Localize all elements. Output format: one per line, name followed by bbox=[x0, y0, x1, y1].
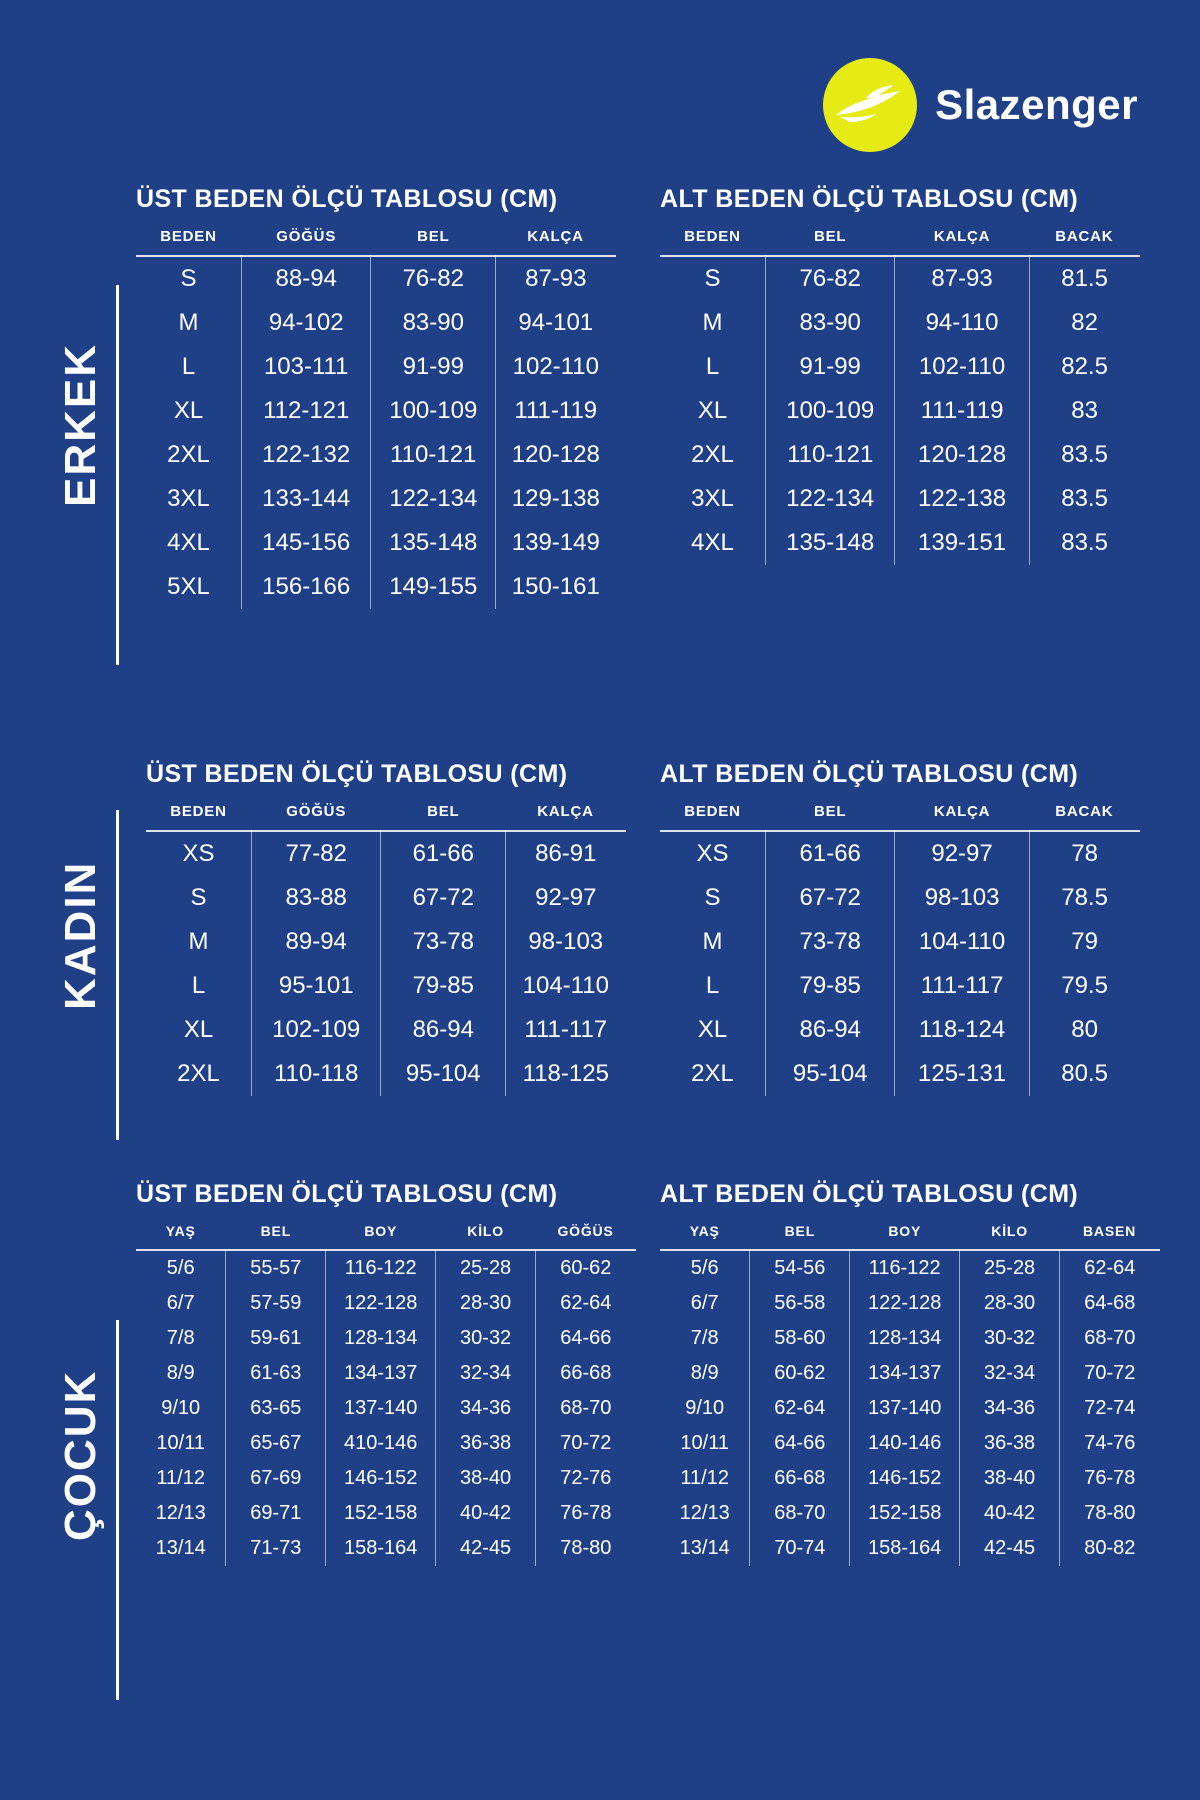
cell: 122-132 bbox=[241, 433, 370, 477]
brand-logo bbox=[823, 58, 1138, 152]
cell: 68-70 bbox=[750, 1496, 850, 1531]
cell: 67-72 bbox=[765, 876, 894, 920]
table-row bbox=[660, 1356, 1160, 1391]
table-row bbox=[660, 831, 1140, 876]
table-cocuk-upper bbox=[136, 1180, 636, 1566]
table-row bbox=[136, 1356, 636, 1391]
cell: 145-156 bbox=[241, 521, 370, 565]
table-row bbox=[660, 301, 1140, 345]
cell: 78 bbox=[1071, 840, 1098, 867]
cell: 103-111 bbox=[241, 345, 370, 389]
cell: 30-32 bbox=[436, 1321, 536, 1356]
cell: 122-138 bbox=[895, 477, 1029, 521]
cell: 64-66 bbox=[750, 1426, 850, 1461]
cell: 81.5 bbox=[1061, 265, 1108, 292]
cell: 61-66 bbox=[381, 831, 506, 876]
cell: 5/6 bbox=[660, 1250, 750, 1286]
cell: M bbox=[660, 920, 765, 964]
cell: 79-85 bbox=[765, 964, 894, 1008]
cell: 58-60 bbox=[750, 1321, 850, 1356]
col-header: YAŞ bbox=[689, 1223, 720, 1239]
table-row bbox=[136, 1286, 636, 1321]
table-row bbox=[660, 1391, 1160, 1426]
cell: 128-134 bbox=[850, 1321, 960, 1356]
cell: 152-158 bbox=[326, 1496, 436, 1531]
col-header: BEDEN bbox=[160, 228, 217, 245]
cell: 134-137 bbox=[850, 1356, 960, 1391]
col-header: BEL bbox=[427, 803, 460, 820]
cell: 63-65 bbox=[226, 1391, 326, 1426]
table-row bbox=[660, 1250, 1160, 1286]
cell: 111-117 bbox=[524, 1016, 608, 1043]
cell: 94-110 bbox=[895, 301, 1029, 345]
col-header: BACAK bbox=[1055, 803, 1114, 820]
cell: 122-128 bbox=[850, 1286, 960, 1321]
table-title: ÜST BEDEN ÖLÇÜ TABLOSU (CM) bbox=[136, 1180, 558, 1208]
col-header: BEL bbox=[260, 1223, 292, 1239]
col-header: BOY bbox=[888, 1223, 922, 1239]
cell: 73-78 bbox=[381, 920, 506, 964]
cell: 80-82 bbox=[1084, 1537, 1136, 1559]
cell: 135-148 bbox=[371, 521, 496, 565]
table-row bbox=[136, 1531, 636, 1566]
cell: 7/8 bbox=[136, 1321, 226, 1356]
cell: 67-69 bbox=[226, 1461, 326, 1496]
table-row bbox=[660, 256, 1140, 301]
cell: 13/14 bbox=[660, 1531, 750, 1566]
cell: 62-64 bbox=[1084, 1257, 1136, 1279]
table-row bbox=[136, 1496, 636, 1531]
cell: S bbox=[660, 256, 765, 301]
cell: S bbox=[660, 876, 765, 920]
col-header: BEL bbox=[784, 1223, 816, 1239]
cell: 100-109 bbox=[371, 389, 496, 433]
cell: 40-42 bbox=[960, 1496, 1060, 1531]
cell: 68-70 bbox=[1084, 1327, 1136, 1349]
col-header: GÖĞÜS bbox=[276, 228, 337, 245]
col-header: BOY bbox=[364, 1223, 398, 1239]
cell: 122-134 bbox=[371, 477, 496, 521]
cell: 36-38 bbox=[960, 1426, 1060, 1461]
cell: 76-82 bbox=[765, 256, 894, 301]
table-row bbox=[660, 1531, 1160, 1566]
cell: 120-128 bbox=[511, 441, 600, 468]
cell: 125-131 bbox=[895, 1052, 1029, 1096]
cell: 116-122 bbox=[850, 1250, 960, 1286]
cell: 2XL bbox=[136, 433, 241, 477]
cell: 94-101 bbox=[518, 309, 594, 336]
cell: 137-140 bbox=[850, 1391, 960, 1426]
table-row bbox=[660, 1461, 1160, 1496]
cell: 72-74 bbox=[1084, 1397, 1136, 1419]
cell: 82 bbox=[1071, 309, 1098, 336]
table-row bbox=[660, 964, 1140, 1008]
cell: 134-137 bbox=[326, 1356, 436, 1391]
cell: L bbox=[660, 964, 765, 1008]
cell: 64-66 bbox=[560, 1327, 612, 1349]
col-header: BEDEN bbox=[684, 228, 741, 245]
cell: XL bbox=[660, 1008, 765, 1052]
cell: 150-161 bbox=[511, 573, 600, 600]
divider-erkek bbox=[116, 285, 119, 665]
table-row bbox=[136, 1426, 636, 1461]
section-kadin bbox=[0, 760, 1200, 1096]
cell: 122-128 bbox=[326, 1286, 436, 1321]
cell: 83.5 bbox=[1061, 485, 1108, 512]
cell: 30-32 bbox=[960, 1321, 1060, 1356]
cell: 34-36 bbox=[960, 1391, 1060, 1426]
cell: 83.5 bbox=[1061, 529, 1108, 556]
cell: 83-90 bbox=[371, 301, 496, 345]
cell: 78-80 bbox=[560, 1537, 612, 1559]
cell: 116-122 bbox=[326, 1250, 436, 1286]
cell: 83 bbox=[1071, 397, 1098, 424]
cell: 152-158 bbox=[850, 1496, 960, 1531]
cell: 74-76 bbox=[1084, 1432, 1136, 1454]
cell: 4XL bbox=[660, 521, 765, 565]
table-row bbox=[660, 1052, 1140, 1096]
cell: 88-94 bbox=[241, 256, 370, 301]
col-header: BEDEN bbox=[170, 803, 227, 820]
cell: 139-149 bbox=[511, 529, 600, 556]
cell: 2XL bbox=[660, 1052, 765, 1096]
cell: 158-164 bbox=[326, 1531, 436, 1566]
cell: 128-134 bbox=[326, 1321, 436, 1356]
cell: 73-78 bbox=[765, 920, 894, 964]
cell: 32-34 bbox=[436, 1356, 536, 1391]
col-header: KİLO bbox=[467, 1223, 504, 1239]
cell: 28-30 bbox=[436, 1286, 536, 1321]
cell: 111-117 bbox=[895, 964, 1029, 1008]
cell: 122-134 bbox=[765, 477, 894, 521]
cell: 32-34 bbox=[960, 1356, 1060, 1391]
cell: 54-56 bbox=[750, 1250, 850, 1286]
table-erkek-upper bbox=[136, 185, 616, 609]
cell: 86-91 bbox=[535, 840, 597, 867]
cell: 11/12 bbox=[660, 1461, 750, 1496]
table-row bbox=[146, 1008, 626, 1052]
table-header-row bbox=[146, 803, 626, 831]
table-row bbox=[136, 256, 616, 301]
table-header-row bbox=[660, 1223, 1160, 1250]
cell: 66-68 bbox=[560, 1362, 612, 1384]
cell: 86-94 bbox=[765, 1008, 894, 1052]
cell: 70-72 bbox=[1084, 1362, 1136, 1384]
cell: 95-104 bbox=[381, 1052, 506, 1096]
cell: 100-109 bbox=[765, 389, 894, 433]
cell: 66-68 bbox=[750, 1461, 850, 1496]
table-title: ÜST BEDEN ÖLÇÜ TABLOSU (CM) bbox=[146, 760, 568, 788]
cell: 9/10 bbox=[660, 1391, 750, 1426]
table-title: ALT BEDEN ÖLÇÜ TABLOSU (CM) bbox=[660, 1180, 1079, 1208]
cell: 67-72 bbox=[381, 876, 506, 920]
cell: 8/9 bbox=[660, 1356, 750, 1391]
table-row bbox=[136, 389, 616, 433]
cell: 62-64 bbox=[560, 1292, 612, 1314]
table-row bbox=[146, 831, 626, 876]
section-erkek bbox=[0, 185, 1200, 609]
table-title: ÜST BEDEN ÖLÇÜ TABLOSU (CM) bbox=[136, 185, 558, 213]
table-row bbox=[660, 920, 1140, 964]
table-cocuk-lower bbox=[660, 1180, 1160, 1566]
cell: 146-152 bbox=[326, 1461, 436, 1496]
col-header: KİLO bbox=[991, 1223, 1028, 1239]
cell: 12/13 bbox=[660, 1496, 750, 1531]
cell: XL bbox=[146, 1008, 251, 1052]
cell: 156-166 bbox=[241, 565, 370, 609]
cell: 112-121 bbox=[241, 389, 370, 433]
cell: 91-99 bbox=[371, 345, 496, 389]
cell: 71-73 bbox=[226, 1531, 326, 1566]
section-label-cocuk: ÇOCUK bbox=[56, 1369, 105, 1541]
cell: 104-110 bbox=[522, 972, 609, 999]
table-row bbox=[136, 1461, 636, 1496]
divider-cocuk bbox=[116, 1320, 119, 1700]
table-title: ALT BEDEN ÖLÇÜ TABLOSU (CM) bbox=[660, 185, 1079, 213]
cell: 11/12 bbox=[136, 1461, 226, 1496]
cell: 111-119 bbox=[514, 397, 598, 424]
cell: 79-85 bbox=[381, 964, 506, 1008]
cell: 55-57 bbox=[226, 1250, 326, 1286]
table-header-row bbox=[660, 228, 1140, 256]
table-row bbox=[660, 433, 1140, 477]
cell: 86-94 bbox=[381, 1008, 506, 1052]
cell: 133-144 bbox=[241, 477, 370, 521]
table-row bbox=[136, 433, 616, 477]
table-row bbox=[136, 477, 616, 521]
col-header: BACAK bbox=[1055, 228, 1114, 245]
cell: 9/10 bbox=[136, 1391, 226, 1426]
cell: 410-146 bbox=[326, 1426, 436, 1461]
cell: 91-99 bbox=[765, 345, 894, 389]
cell: 87-93 bbox=[895, 256, 1029, 301]
cell: 60-62 bbox=[560, 1257, 612, 1279]
table-row bbox=[660, 1321, 1160, 1356]
cell: 7/8 bbox=[660, 1321, 750, 1356]
cell: 65-67 bbox=[226, 1426, 326, 1461]
col-header: BASEN bbox=[1083, 1223, 1137, 1239]
cell: XS bbox=[660, 831, 765, 876]
cell: 2XL bbox=[146, 1052, 251, 1096]
cell: 59-61 bbox=[226, 1321, 326, 1356]
cell: 98-103 bbox=[895, 876, 1029, 920]
cell: 62-64 bbox=[750, 1391, 850, 1426]
table-row bbox=[136, 1391, 636, 1426]
cell: 25-28 bbox=[960, 1250, 1060, 1286]
cell: 28-30 bbox=[960, 1286, 1060, 1321]
table-header-row bbox=[660, 803, 1140, 831]
cell: 38-40 bbox=[960, 1461, 1060, 1496]
table-row bbox=[136, 1250, 636, 1286]
cell: L bbox=[136, 345, 241, 389]
cell: 76-82 bbox=[371, 256, 496, 301]
table-header-row bbox=[136, 228, 616, 256]
cell: 83-88 bbox=[251, 876, 380, 920]
cell: 36-38 bbox=[436, 1426, 536, 1461]
cell: L bbox=[146, 964, 251, 1008]
slazenger-panther-icon bbox=[823, 58, 917, 152]
cell: 110-121 bbox=[371, 433, 496, 477]
table-row bbox=[136, 565, 616, 609]
cell: 83.5 bbox=[1061, 441, 1108, 468]
cell: 10/11 bbox=[136, 1426, 226, 1461]
cell: S bbox=[136, 256, 241, 301]
cell: 57-59 bbox=[226, 1286, 326, 1321]
cell: 10/11 bbox=[660, 1426, 750, 1461]
table-row bbox=[660, 876, 1140, 920]
table-row bbox=[146, 1052, 626, 1096]
table-row bbox=[660, 1008, 1140, 1052]
cell: 61-63 bbox=[226, 1356, 326, 1391]
cell: 104-110 bbox=[895, 920, 1029, 964]
col-header: YAŞ bbox=[165, 1223, 196, 1239]
cell: XS bbox=[146, 831, 251, 876]
table-row bbox=[146, 920, 626, 964]
cell: M bbox=[146, 920, 251, 964]
table-header-row bbox=[136, 1223, 636, 1250]
cell: 118-125 bbox=[522, 1060, 609, 1087]
table-row bbox=[136, 521, 616, 565]
table-kadin-upper bbox=[146, 760, 626, 1096]
cell: 80.5 bbox=[1061, 1060, 1108, 1087]
cell: 118-124 bbox=[895, 1008, 1029, 1052]
col-header: KALÇA bbox=[527, 228, 584, 245]
section-label-kadin: KADIN bbox=[56, 860, 105, 1010]
table-erkek-lower bbox=[660, 185, 1140, 609]
cell: 5XL bbox=[136, 565, 241, 609]
col-header: BEL bbox=[417, 228, 450, 245]
cell: 78-80 bbox=[1084, 1502, 1136, 1524]
table-row bbox=[660, 477, 1140, 521]
cell: 137-140 bbox=[326, 1391, 436, 1426]
cell: 76-78 bbox=[1084, 1467, 1136, 1489]
table-row bbox=[136, 1321, 636, 1356]
table-row bbox=[136, 301, 616, 345]
table-kadin-lower bbox=[660, 760, 1140, 1096]
cell: 3XL bbox=[136, 477, 241, 521]
col-header: BEL bbox=[814, 228, 847, 245]
brand-name: Slazenger bbox=[935, 81, 1138, 128]
cell: 95-104 bbox=[765, 1052, 894, 1096]
cell: XL bbox=[660, 389, 765, 433]
table-row bbox=[660, 521, 1140, 565]
cell: 68-70 bbox=[560, 1397, 612, 1419]
cell: 69-71 bbox=[226, 1496, 326, 1531]
cell: 102-110 bbox=[895, 345, 1029, 389]
cell: 120-128 bbox=[895, 433, 1029, 477]
cell: 70-72 bbox=[560, 1432, 612, 1454]
cell: 129-138 bbox=[511, 485, 600, 512]
cell: 3XL bbox=[660, 477, 765, 521]
cell: 87-93 bbox=[525, 265, 587, 292]
cell: 13/14 bbox=[136, 1531, 226, 1566]
cell: 102-109 bbox=[251, 1008, 380, 1052]
cell: 6/7 bbox=[136, 1286, 226, 1321]
cell: 5/6 bbox=[136, 1250, 226, 1286]
cell: 64-68 bbox=[1084, 1292, 1136, 1314]
table-row bbox=[660, 1426, 1160, 1461]
cell: 12/13 bbox=[136, 1496, 226, 1531]
cell: 98-103 bbox=[528, 928, 604, 955]
cell: 95-101 bbox=[251, 964, 380, 1008]
table-row bbox=[660, 1286, 1160, 1321]
cell: 78.5 bbox=[1061, 884, 1108, 911]
section-cocuk bbox=[0, 1180, 1200, 1566]
cell: 40-42 bbox=[436, 1496, 536, 1531]
cell: 60-62 bbox=[750, 1356, 850, 1391]
col-header: BEL bbox=[814, 803, 847, 820]
cell: 61-66 bbox=[765, 831, 894, 876]
cell: 2XL bbox=[660, 433, 765, 477]
cell: 102-110 bbox=[512, 353, 599, 380]
cell: 110-118 bbox=[251, 1052, 380, 1096]
cell: 149-155 bbox=[371, 565, 496, 609]
cell: 76-78 bbox=[560, 1502, 612, 1524]
col-header: GÖĞÜS bbox=[286, 803, 347, 820]
section-label-erkek: ERKEK bbox=[56, 342, 105, 508]
table-row bbox=[136, 345, 616, 389]
cell: 56-58 bbox=[750, 1286, 850, 1321]
table-row bbox=[146, 964, 626, 1008]
cell: 82.5 bbox=[1061, 353, 1108, 380]
cell: 34-36 bbox=[436, 1391, 536, 1426]
col-header: KALÇA bbox=[933, 803, 991, 820]
col-header: BEDEN bbox=[684, 803, 741, 820]
cell: 94-102 bbox=[241, 301, 370, 345]
cell: M bbox=[136, 301, 241, 345]
cell: 89-94 bbox=[251, 920, 380, 964]
cell: 79.5 bbox=[1061, 972, 1108, 999]
cell: 135-148 bbox=[765, 521, 894, 565]
cell: 80 bbox=[1071, 1016, 1098, 1043]
cell: 6/7 bbox=[660, 1286, 750, 1321]
cell: 92-97 bbox=[535, 884, 597, 911]
cell: S bbox=[146, 876, 251, 920]
cell: XL bbox=[136, 389, 241, 433]
divider-kadin bbox=[116, 810, 119, 1140]
table-row bbox=[146, 876, 626, 920]
cell: 92-97 bbox=[895, 831, 1029, 876]
cell: 25-28 bbox=[436, 1250, 536, 1286]
table-row bbox=[660, 1496, 1160, 1531]
cell: 70-74 bbox=[750, 1531, 850, 1566]
cell: 42-45 bbox=[436, 1531, 536, 1566]
table-row bbox=[660, 345, 1140, 389]
cell: 42-45 bbox=[960, 1531, 1060, 1566]
cell: M bbox=[660, 301, 765, 345]
cell: L bbox=[660, 345, 765, 389]
table-title: ALT BEDEN ÖLÇÜ TABLOSU (CM) bbox=[660, 760, 1079, 788]
col-header: GÖĞÜS bbox=[557, 1223, 614, 1239]
cell: 72-76 bbox=[560, 1467, 612, 1489]
cell: 38-40 bbox=[436, 1461, 536, 1496]
cell: 111-119 bbox=[895, 389, 1029, 433]
cell: 4XL bbox=[136, 521, 241, 565]
cell: 146-152 bbox=[850, 1461, 960, 1496]
cell: 139-151 bbox=[895, 521, 1029, 565]
col-header: KALÇA bbox=[933, 228, 991, 245]
table-row bbox=[660, 389, 1140, 433]
col-header: KALÇA bbox=[537, 803, 594, 820]
cell: 8/9 bbox=[136, 1356, 226, 1391]
cell: 158-164 bbox=[850, 1531, 960, 1566]
cell: 140-146 bbox=[850, 1426, 960, 1461]
cell: 77-82 bbox=[251, 831, 380, 876]
cell: 83-90 bbox=[765, 301, 894, 345]
cell: 79 bbox=[1071, 928, 1098, 955]
cell: 110-121 bbox=[765, 433, 894, 477]
